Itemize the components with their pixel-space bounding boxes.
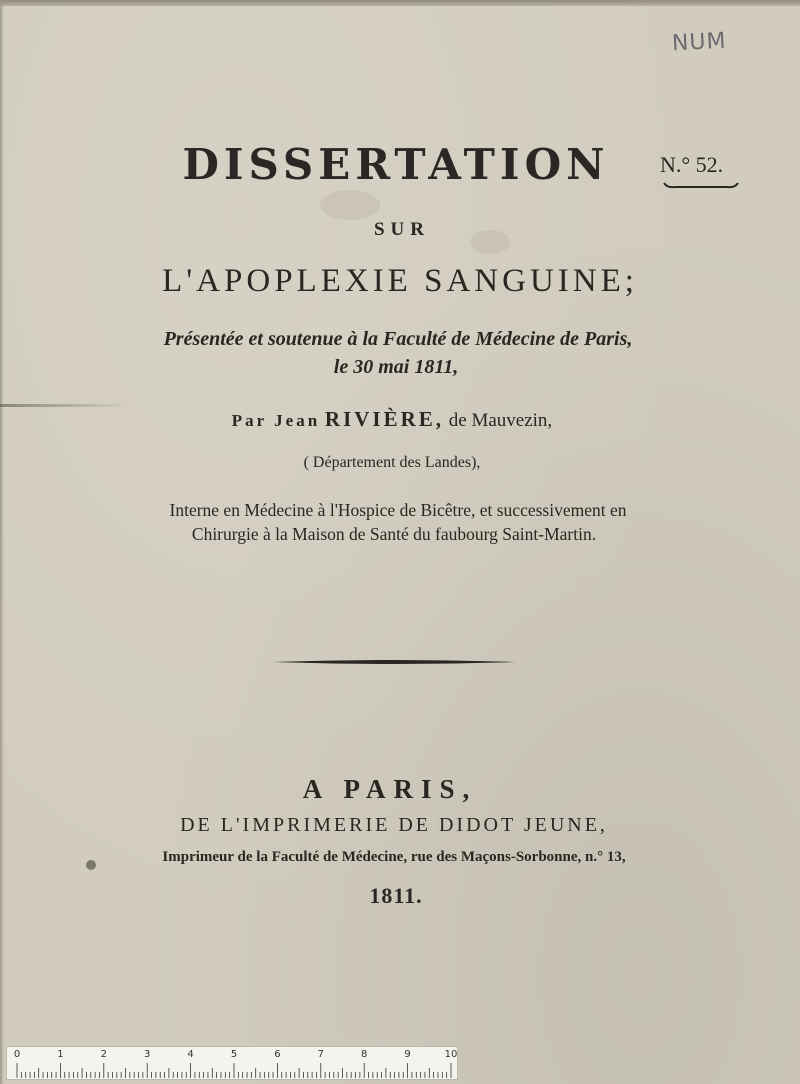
author-description-line-1: Interne en Médecine à l'Hospice de Bicêtre, et successivement en [169,500,627,520]
ruler-label: 3 [144,1049,151,1060]
page-top-edge [0,0,800,6]
author-description-line-2: Chirurgie à la Maison de Santé du faubourg Saint-Martin. [191,524,597,544]
author-department: ( Département des Landes), [303,454,481,471]
author-name: RIVIÈRE, [324,407,445,431]
author-line [0,407,792,432]
publication-year: 1811. [369,883,423,908]
defense-date: le 30 mai 1811, [333,356,459,378]
printer-name: DE L'IMPRIMERIE DE DIDOT JEUNE, [180,814,608,836]
ruler-label: 5 [230,1049,238,1060]
decorative-rule [272,658,516,666]
publication-place: A PARIS, [302,774,478,804]
document-title: DISSERTATION [182,140,610,189]
ruler-label: 7 [317,1049,324,1060]
paper-stain [320,190,380,220]
ruler-label: 2 [100,1049,107,1060]
printer-address: Imprimeur de la Faculté de Médecine, rue des Maçons-Sorbonne, n.° 13, [162,849,626,865]
ruler-label: 6 [274,1049,281,1060]
ruler-label: 10 [444,1049,458,1060]
dissertation-subject: L'APOPLEXIE SANGUINE; [162,263,638,299]
ruler-label: 8 [361,1049,368,1060]
number-underline-ornament [663,182,739,190]
presentation-line: Présentée et soutenue à la Faculté de Médecine de Paris, [163,328,633,350]
ruler-label: 4 [187,1049,194,1060]
scale-ruler [6,1046,458,1080]
dissertation-number: N.° 52. [660,152,724,177]
ruler-label: 9 [404,1049,411,1060]
title-preposition: SUR [373,219,430,240]
handwritten-annotation: NUM [671,28,728,57]
author-prefix: Par Jean [231,411,321,430]
ruler-label: 0 [13,1049,21,1060]
ruler-label: 1 [57,1049,64,1060]
author-origin: de Mauvezin, [448,410,553,431]
